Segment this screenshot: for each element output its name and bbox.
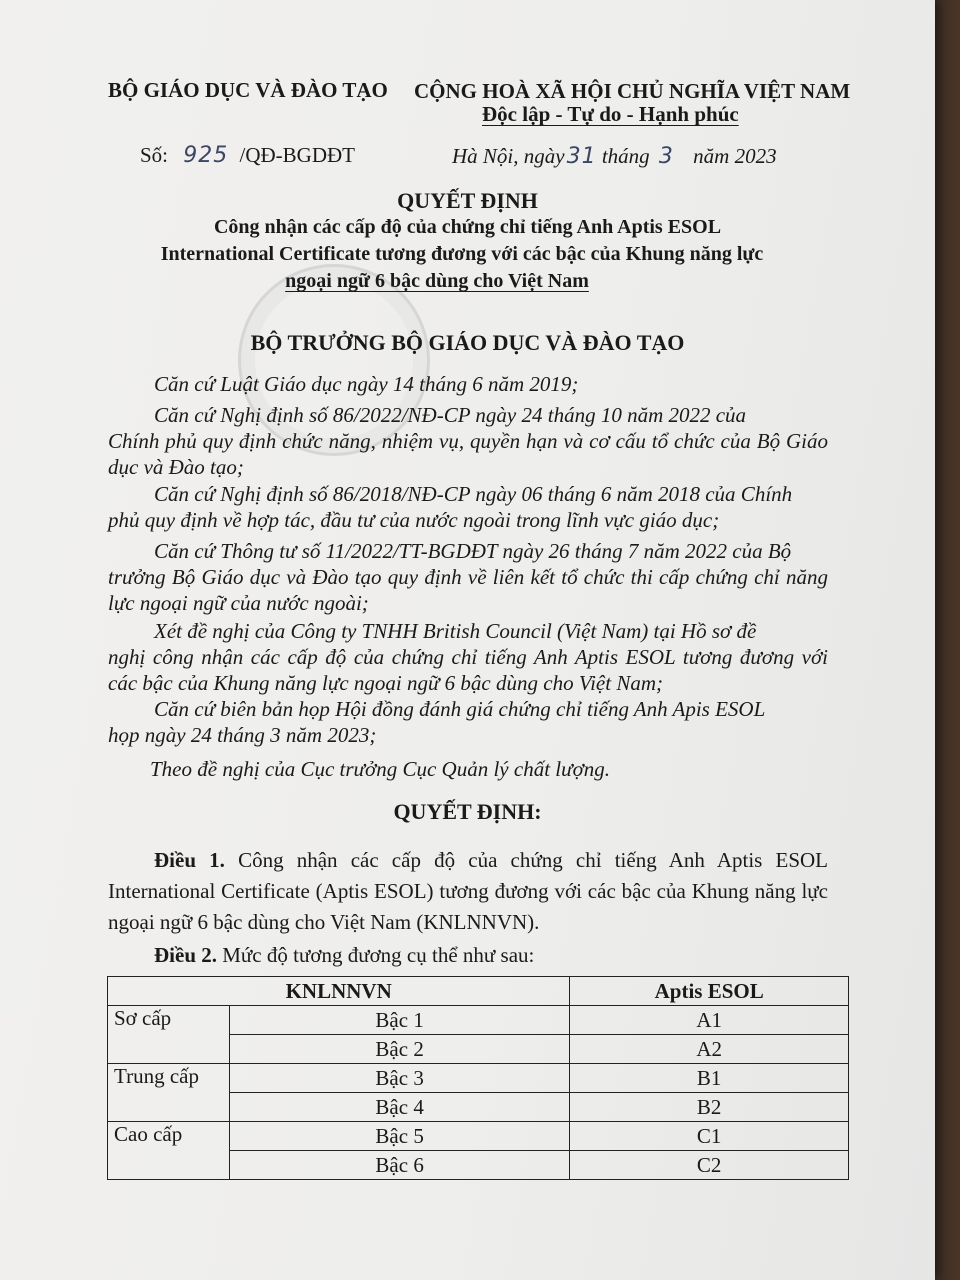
level-cell: Bậc 4	[229, 1093, 569, 1122]
number-label: Số:	[140, 143, 169, 167]
ministry-name: BỘ GIÁO DỤC VÀ ĐÀO TẠO	[108, 78, 388, 102]
preamble-2: Căn cứ Nghị định số 86/2022/NĐ-CP ngày 24 tháng 10 năm 2022 của Chính phủ quy định chức năng, nhiệm vụ, quyền hạn và cơ cấu tổ chức của Bộ Giáo dục và Đào tạo;	[108, 403, 828, 479]
preamble-5: Xét đề nghị của Công ty TNHH British Council (Việt Nam) tại Hồ sơ đề nghị công nhận các cấp độ của chứng chỉ tiếng Anh Aptis ESOL tương đương với các bậc của Khung năng lực ngoại ngữ 6 bậc dùng cho Việt Nam;	[108, 619, 828, 695]
document-number	[140, 143, 355, 168]
group-name: Sơ cấp	[108, 1006, 230, 1064]
table-row	[108, 1006, 849, 1035]
table-row	[108, 1122, 849, 1151]
article-2-label: Điều 2.	[154, 943, 217, 967]
handwritten-month: 3	[658, 144, 674, 169]
level-cell: Bậc 5	[229, 1122, 569, 1151]
handwritten-number: 925	[183, 143, 229, 168]
handwritten-day: 31	[566, 144, 597, 169]
decision-title: QUYẾT ĐỊNH	[397, 188, 538, 213]
level-cell: Bậc 2	[229, 1035, 569, 1064]
preamble-1: Căn cứ Luật Giáo dục ngày 14 tháng 6 năm 2019;	[154, 372, 579, 396]
table-header-row	[108, 977, 849, 1006]
article-2	[154, 943, 534, 968]
aptis-cell: C1	[570, 1122, 849, 1151]
header-knlnnvn: KNLNNVN	[108, 977, 570, 1006]
national-motto: Độc lập - Tự do - Hạnh phúc	[482, 102, 739, 126]
aptis-cell: B1	[570, 1064, 849, 1093]
date-year: năm 2023	[693, 144, 777, 168]
group-name: Trung cấp	[108, 1064, 230, 1122]
number-suffix: /QĐ-BGDĐT	[239, 143, 356, 167]
article-2-text: Mức độ tương đương cụ thể như sau:	[222, 943, 535, 967]
level-cell: Bậc 3	[229, 1064, 569, 1093]
title-line-3: ngoại ngữ 6 bậc dùng cho Việt Nam	[285, 270, 589, 292]
decision-heading: QUYẾT ĐỊNH:	[393, 799, 542, 824]
preamble-4: Căn cứ Thông tư số 11/2022/TT-BGDĐT ngày 26 tháng 7 năm 2022 của Bộ trưởng Bộ Giáo dục và Đào tạo quy định về liên kết tổ chức thi cấp chứng chỉ năng lực ngoại ngữ của nước ngoài;	[108, 539, 828, 615]
group-name: Cao cấp	[108, 1122, 230, 1180]
aptis-cell: B2	[570, 1093, 849, 1122]
authority-heading: BỘ TRƯỞNG BỘ GIÁO DỤC VÀ ĐÀO TẠO	[250, 330, 685, 355]
article-1	[108, 845, 828, 938]
aptis-cell: A1	[570, 1006, 849, 1035]
date-month-label: tháng	[601, 144, 650, 168]
aptis-cell: A2	[570, 1035, 849, 1064]
header-aptis: Aptis ESOL	[570, 977, 849, 1006]
preamble-7: Theo đề nghị của Cục trưởng Cục Quản lý chất lượng.	[150, 757, 611, 781]
level-cell: Bậc 1	[229, 1006, 569, 1035]
article-1-text: Công nhận các cấp độ của chứng chỉ tiếng Anh Aptis ESOL International Certificate (Aptis ESOL) tương đương với các bậc của Khung năng lực ngoại ngữ 6 bậc dùng cho Việt Nam (KNLNNVN).	[108, 848, 829, 934]
preamble-3: Căn cứ Nghị định số 86/2018/NĐ-CP ngày 06 tháng 6 năm 2018 của Chính phủ quy định về hợp tác, đầu tư của nước ngoài trong lĩnh vực giáo dục;	[108, 482, 793, 532]
article-1-label: Điều 1.	[154, 848, 225, 872]
preamble-6: Căn cứ biên bản họp Hội đồng đánh giá chứng chỉ tiếng Anh Apis ESOL họp ngày 24 tháng 3 năm 2023;	[108, 697, 766, 747]
title-line-2: International Certificate tương đương với các bậc của Khung năng lực	[160, 243, 764, 265]
republic-name: CỘNG HOÀ XÃ HỘI CHỦ NGHĨA VIỆT NAM	[414, 79, 851, 103]
document-date	[452, 144, 777, 169]
table-row	[108, 1064, 849, 1093]
aptis-cell: C2	[570, 1151, 849, 1180]
title-line-1: Công nhận các cấp độ của chứng chỉ tiếng Anh Aptis ESOL	[213, 216, 722, 238]
equivalence-table	[107, 976, 849, 1180]
date-place: Hà Nội, ngày	[452, 144, 565, 168]
level-cell: Bậc 6	[229, 1151, 569, 1180]
